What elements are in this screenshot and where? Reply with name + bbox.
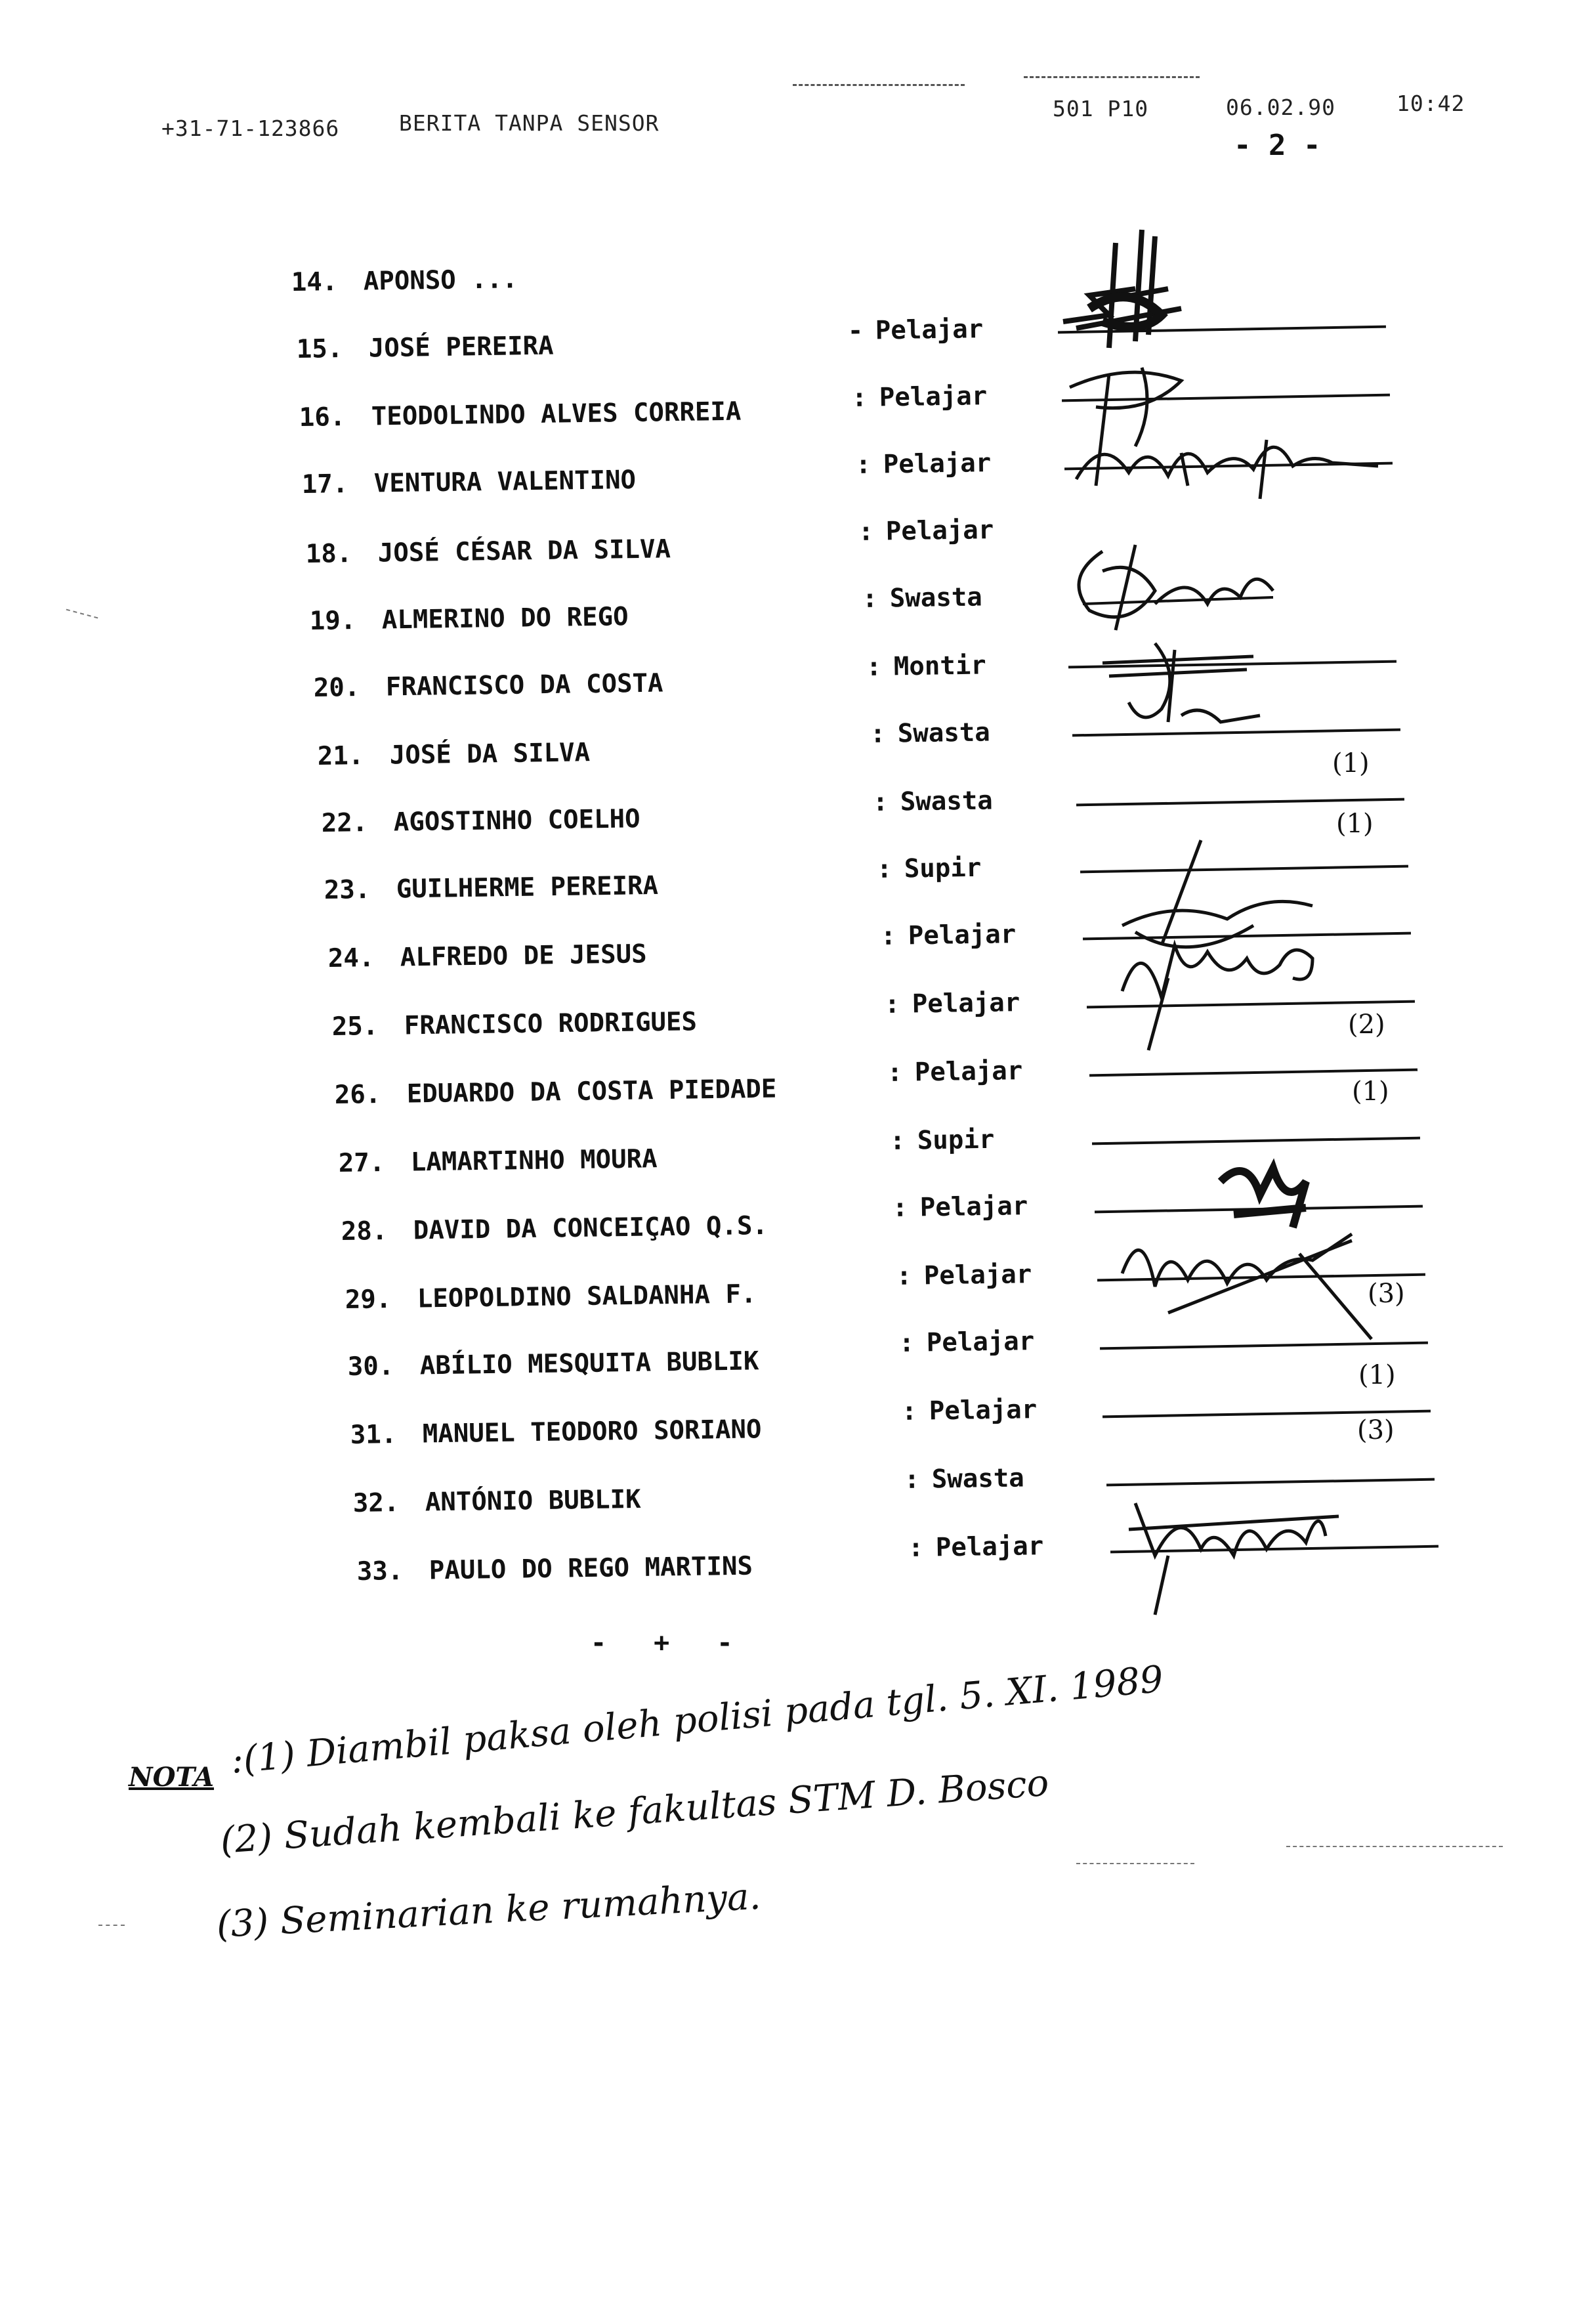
row-occupation: Pelajar: [875, 314, 984, 346]
row-colon: :: [892, 1193, 908, 1223]
fax-artifact: [1076, 1863, 1194, 1864]
fax-sender: BERITA TANPA SENSOR: [399, 110, 660, 136]
row-name: JOSÉ DA SILVA: [389, 738, 591, 771]
roster-row: [324, 870, 659, 918]
row-name: ABÍLIO MESQUITA BUBLIK: [419, 1346, 759, 1381]
row-number: 26.: [334, 1080, 381, 1110]
note-item: (2) Sudah kembali ke fakultas STM D. Bosco: [219, 1761, 1051, 1862]
row-occupation: Pelajar: [926, 1327, 1035, 1358]
row-colon: :: [862, 584, 878, 614]
row-name: EDUARDO DA COSTA PIEDADE: [406, 1074, 777, 1109]
end-mark: - + -: [591, 1628, 749, 1658]
row-name: FRANCISCO DA COSTA: [385, 668, 663, 702]
row-name: VENTURA VALENTINO: [373, 465, 637, 499]
roster-row-occupation: [870, 717, 991, 761]
roster-row-occupation: [887, 1056, 1023, 1100]
page-number: - 2 -: [1234, 129, 1321, 162]
roster-row-occupation: [896, 1260, 1032, 1304]
row-occupation: Supir: [904, 853, 982, 884]
row-colon: :: [884, 989, 900, 1019]
row-name: ALFREDO DE JESUS: [400, 939, 647, 973]
row-colon: :: [855, 450, 872, 480]
note-mark: (3): [1357, 1415, 1395, 1445]
row-colon: :: [876, 854, 892, 884]
row-occupation: Swasta: [931, 1463, 1025, 1495]
header-dashes-right: [1024, 76, 1200, 78]
row-number: 32.: [352, 1488, 400, 1518]
roster-row: [299, 396, 742, 445]
fax-artifact: [98, 1925, 125, 1926]
row-number: 23.: [324, 875, 371, 905]
row-name: FRANCISCO RODRIGUES: [404, 1007, 698, 1041]
roster-row-occupation: [847, 314, 984, 358]
row-number: 22.: [321, 808, 368, 838]
row-number: 25.: [331, 1012, 379, 1042]
row-number: 20.: [313, 673, 360, 703]
roster-row-occupation: [862, 582, 983, 626]
signature-28-29: [1102, 1142, 1378, 1339]
row-occupation: Pelajar: [912, 988, 1020, 1019]
roster-row-occupation: [898, 1327, 1035, 1371]
row-name: DAVID DA CONCEIÇAO Q.S.: [413, 1210, 768, 1246]
signature-23-25: [1096, 834, 1345, 1057]
note-mark: (3): [1368, 1279, 1405, 1309]
row-occupation: Pelajar: [935, 1531, 1044, 1563]
signature-20-21: [1089, 630, 1286, 742]
roster-row-occupation: [904, 1463, 1025, 1507]
roster-row-occupation: [889, 1124, 995, 1168]
fax-number: +31-71-123866: [161, 116, 340, 141]
row-colon: :: [880, 921, 896, 951]
roster-row-occupation: [858, 515, 994, 559]
row-name: AGOSTINHO COELHO: [393, 804, 640, 838]
row-colon: :: [908, 1533, 924, 1563]
row-number: 19.: [309, 606, 356, 636]
row-colon: :: [904, 1464, 920, 1495]
row-occupation: Pelajar: [879, 381, 988, 413]
signature-15: [1050, 217, 1247, 368]
roster-row: [291, 265, 518, 310]
row-colon: -: [847, 316, 864, 346]
row-colon: :: [901, 1396, 917, 1426]
row-occupation: Pelajar: [923, 1260, 1032, 1291]
row-occupation: Pelajar: [929, 1395, 1038, 1426]
row-number: 16.: [299, 402, 346, 433]
row-name: ALMERINO DO REGO: [381, 602, 629, 635]
row-colon: :: [851, 383, 868, 413]
signature-33: [1116, 1477, 1352, 1621]
row-colon: :: [866, 652, 882, 682]
row-number: 29.: [345, 1285, 392, 1315]
note-item: :(1) Diambil paksa oleh polisi pada tgl. 5. XI. 1989: [229, 1657, 1166, 1782]
fax-artifact: [66, 609, 98, 619]
row-number: 15.: [296, 334, 343, 364]
row-occupation: Swasta: [889, 582, 983, 614]
row-name: GUILHERME PEREIRA: [396, 870, 659, 905]
note-label: NOTA: [129, 1762, 215, 1793]
note-item: (3) Seminarian ke rumahnya.: [215, 1875, 762, 1946]
note-mark: (1): [1352, 1077, 1389, 1107]
fax-artifact: [1286, 1846, 1503, 1847]
roster-row: [356, 1551, 753, 1599]
row-name: LEOPOLDINO SALDANHA F.: [417, 1279, 757, 1314]
row-number: 33.: [356, 1556, 404, 1587]
roster-row: [352, 1484, 641, 1531]
signature-line: [1089, 1069, 1418, 1077]
row-name: PAULO DO REGO MARTINS: [429, 1551, 753, 1586]
signature-16-17: [1050, 354, 1391, 512]
fax-time: 10:42: [1396, 91, 1465, 116]
roster-row: [345, 1279, 757, 1327]
roster-row-occupation: [866, 651, 987, 694]
note-mark: (1): [1332, 748, 1370, 779]
row-name: TEODOLINDO ALVES CORREIA: [371, 396, 742, 432]
fax-code: 501 P10: [1053, 96, 1149, 121]
row-number: 14.: [291, 267, 338, 297]
roster-row: [331, 1007, 698, 1054]
row-number: 27.: [338, 1148, 385, 1178]
note-mark: (2): [1348, 1010, 1385, 1040]
row-name: JOSÉ CÉSAR DA SILVA: [377, 534, 671, 568]
roster-row-occupation: [892, 1191, 1028, 1235]
roster-row: [350, 1415, 762, 1462]
roster-row-occupation: [908, 1531, 1044, 1575]
row-occupation: Pelajar: [883, 448, 992, 480]
row-number: 21.: [317, 741, 364, 771]
row-colon: :: [896, 1261, 912, 1291]
roster-row: [327, 939, 647, 986]
signature-line: [1076, 798, 1404, 807]
row-colon: :: [898, 1328, 915, 1358]
row-occupation: Swasta: [897, 717, 991, 749]
roster-row: [341, 1210, 768, 1259]
row-occupation: Pelajar: [885, 515, 994, 547]
row-name: LAMARTINHO MOURA: [410, 1144, 658, 1178]
header-dashes-left: [793, 84, 965, 86]
row-colon: :: [858, 517, 874, 547]
row-occupation: Montir: [893, 651, 987, 682]
row-number: 28.: [341, 1216, 388, 1247]
row-number: 30.: [347, 1352, 394, 1382]
roster-row: [301, 465, 637, 512]
row-name: MANUEL TEODORO SORIANO: [422, 1415, 762, 1449]
row-name: ANTÓNIO BUBLIK: [425, 1484, 641, 1518]
row-occupation: Pelajar: [919, 1191, 1028, 1223]
row-name: APONSO ...: [363, 265, 518, 297]
row-colon: :: [870, 719, 886, 749]
row-name: JOSÉ PEREIRA: [368, 331, 554, 364]
row-number: 17.: [301, 469, 348, 500]
row-number: 31.: [350, 1420, 397, 1450]
note-mark: (1): [1358, 1360, 1396, 1390]
row-occupation: Swasta: [900, 786, 994, 817]
row-colon: :: [887, 1057, 903, 1088]
row-occupation: Supir: [917, 1124, 995, 1156]
signature-line: [1100, 1342, 1428, 1350]
row-number: 18.: [305, 539, 352, 569]
fax-date: 06.02.90: [1226, 95, 1335, 120]
row-occupation: Pelajar: [914, 1056, 1023, 1088]
row-colon: :: [872, 787, 889, 817]
row-colon: :: [889, 1126, 906, 1156]
row-number: 24.: [327, 943, 375, 973]
note-mark: (1): [1336, 809, 1374, 839]
row-occupation: Pelajar: [908, 920, 1017, 951]
